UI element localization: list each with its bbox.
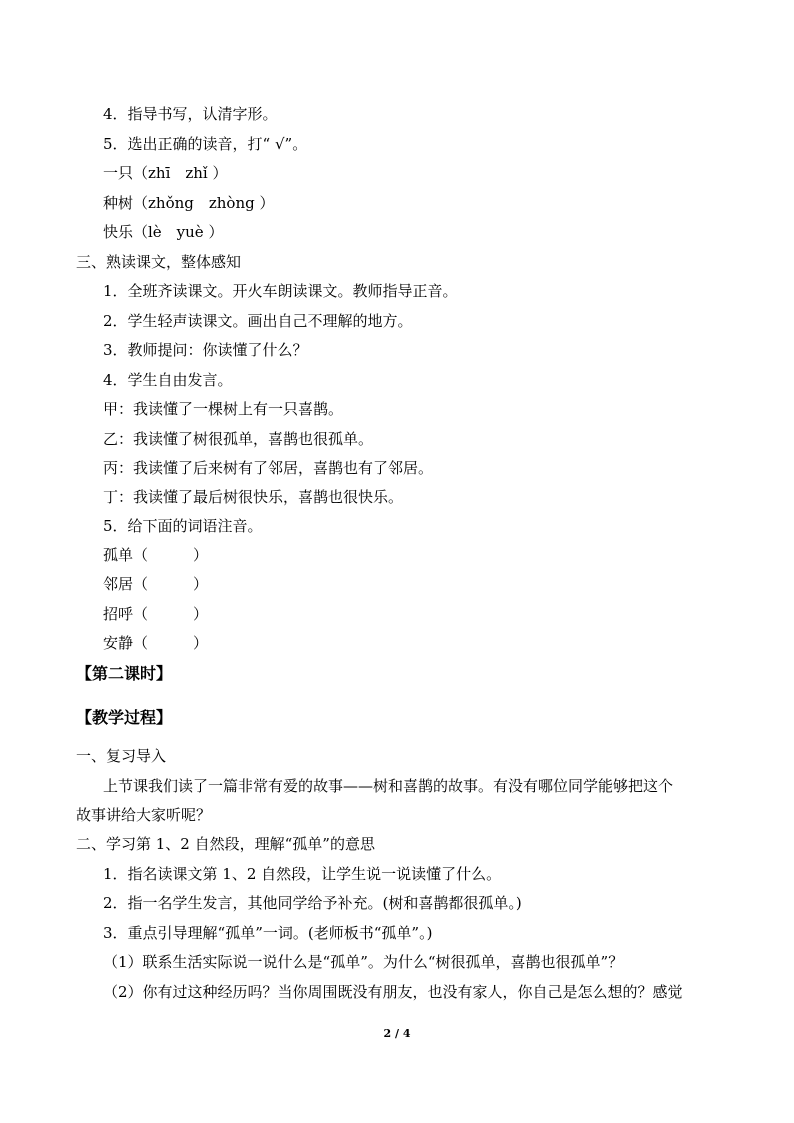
- text-line: 快乐（lè yuè ）: [103, 223, 224, 241]
- page-number: 2 / 4: [383, 1027, 411, 1040]
- text-line: 5．给下面的词语注音。: [103, 517, 263, 535]
- process-heading: 【教学过程】: [76, 708, 173, 727]
- text-line: 2．指一名学生发言，其他同学给予补充。(树和喜鹊都很孤单。): [103, 894, 522, 912]
- text-line: 1．全班齐读课文。开火车朗读课文。教师指导正音。: [103, 282, 458, 300]
- text-line: 种树（zhǒng zhòng ）: [103, 194, 275, 212]
- text-line: 丁：我读懂了最后树很快乐，喜鹊也很快乐。: [103, 488, 404, 506]
- text-line: 3．重点引导理解“孤单”一词。(老师板书“孤单”。): [103, 924, 433, 942]
- text-line: 甲：我读懂了一棵树上有一只喜鹊。: [103, 400, 344, 418]
- text-line: （2）你有过这种经历吗？当你周围既没有朋友，也没有家人，你自己是怎么想的？感觉: [103, 983, 683, 1001]
- text-line: 3．教师提问：你读懂了什么？: [103, 341, 308, 359]
- text-line: 1．指名读课文第 1、2 自然段，让学生说一说读懂了什么。: [103, 865, 502, 883]
- text-line: 4．指导书写，认清字形。: [103, 105, 278, 123]
- text-line: 乙：我读懂了树很孤单，喜鹊也很孤单。: [103, 430, 374, 448]
- text-line: 一只（zhī zhǐ ）: [103, 164, 228, 182]
- text-line: （1）联系生活实际说一说什么是“孤单”。为什么“树很孤单，喜鹊也很孤单”？: [103, 953, 624, 971]
- text-line: 丙：我读懂了后来树有了邻居，喜鹊也有了邻居。: [103, 459, 434, 477]
- section-heading: 一、复习导入: [76, 747, 167, 765]
- text-line: 孤单（ ）: [103, 546, 209, 564]
- text-line: 4．学生自由发言。: [103, 371, 233, 389]
- text-line: 招呼（ ）: [103, 605, 209, 623]
- text-line: 安静（ ）: [103, 634, 209, 652]
- text-line: 故事讲给大家听呢？: [76, 806, 212, 824]
- text-line: 邻居（ ）: [103, 575, 209, 593]
- section-heading: 二、学习第 1、2 自然段，理解“孤单”的意思: [76, 835, 375, 853]
- text-line: 上节课我们读了一篇非常有爱的故事——树和喜鹊的故事。有没有哪位同学能够把这个: [103, 777, 674, 795]
- text-line: 2．学生轻声读课文。画出自己不理解的地方。: [103, 312, 413, 330]
- text-line: 5．选出正确的读音，打“ √”。: [103, 135, 308, 153]
- section-heading: 三、熟读课文，整体感知: [76, 253, 242, 271]
- lesson-heading: 【第二课时】: [76, 664, 173, 683]
